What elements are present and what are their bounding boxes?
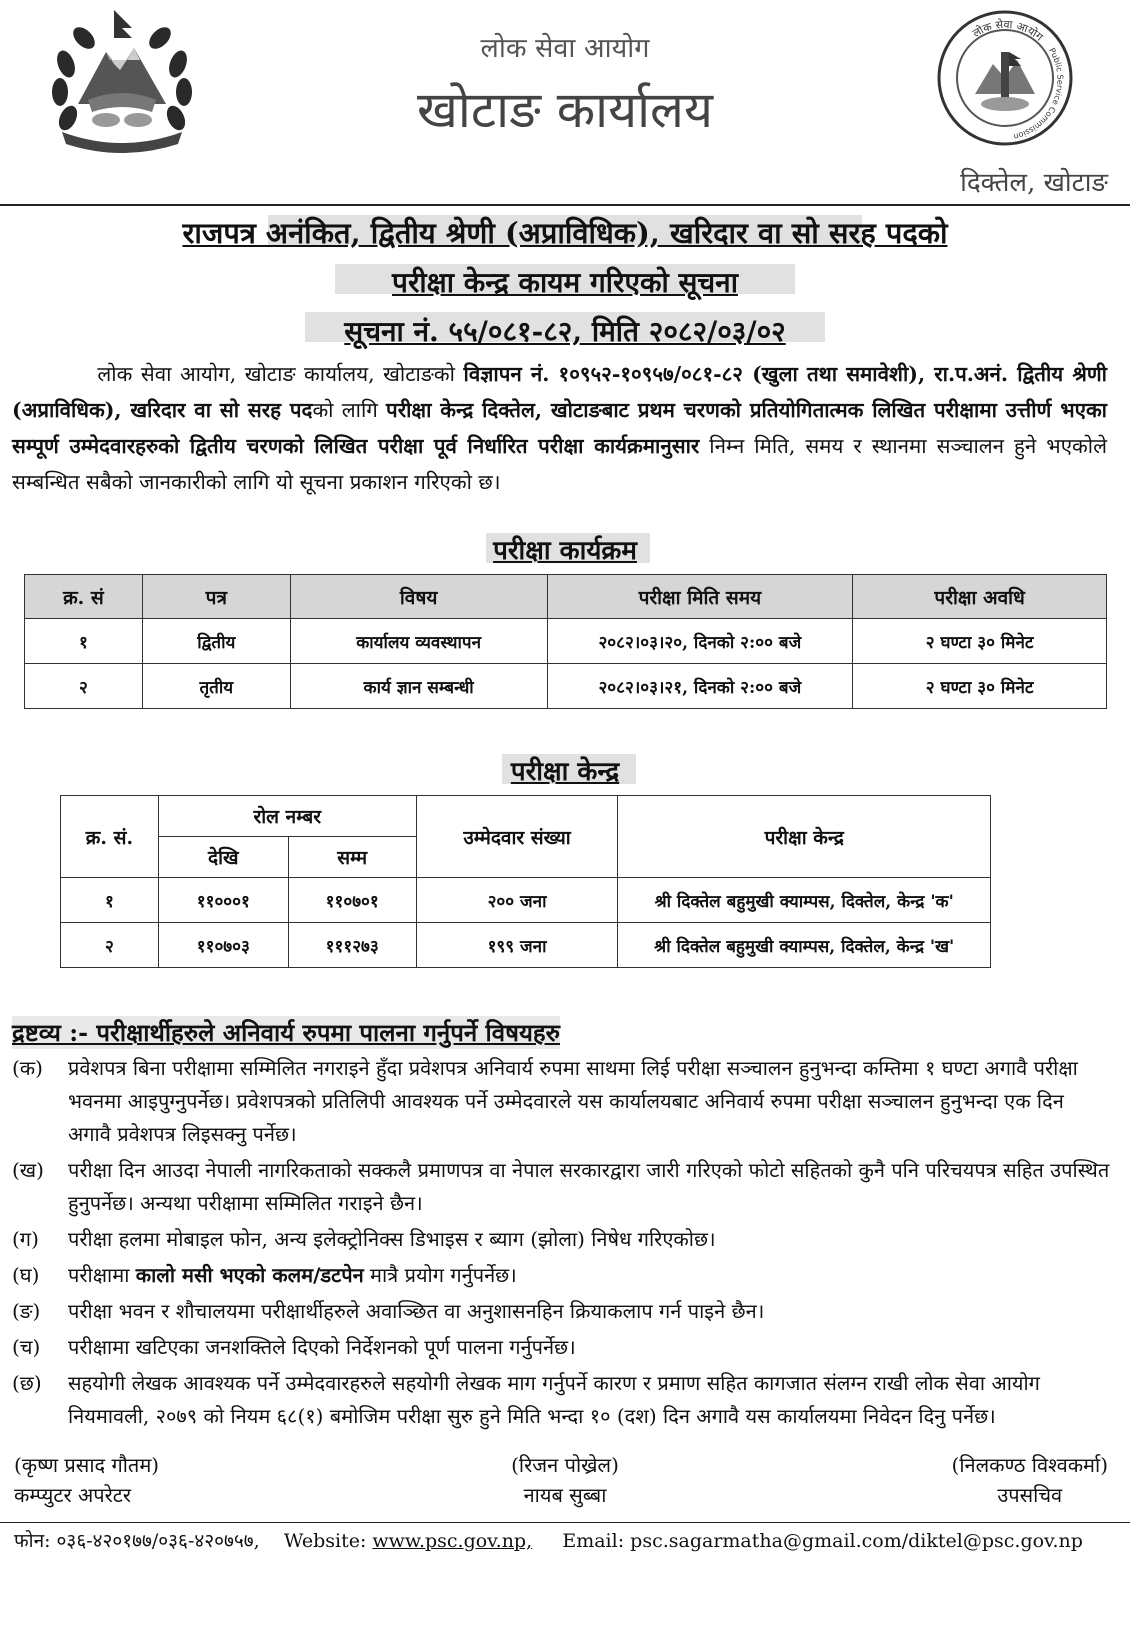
cell: ११०७०१ <box>288 878 416 923</box>
signatory-name: (कृष्ण प्रसाद गौतम) <box>14 1453 160 1477</box>
text-pre: परीक्षामा <box>68 1263 136 1287</box>
schedule-col-subject: विषय <box>290 575 547 619</box>
centers-header-row <box>61 796 991 837</box>
seal-side-text: Public Service Commission <box>1012 46 1065 142</box>
svg-text:लोक सेवा आयोग <box>971 18 1047 44</box>
signatory-name: (निलकण्ठ विश्वकर्मा) <box>951 1453 1108 1477</box>
seal-top-text: लोक सेवा आयोग <box>970 17 1046 44</box>
cell: द्वितीय <box>142 619 290 664</box>
notes-heading: द्रष्टव्य :- परीक्षार्थीहरुले अनिवार्य रुपमा पालना गर्नुपर्ने विषयहरु <box>12 1018 560 1047</box>
list-item-text: परीक्षामा खटिएका जनशक्तिले दिएको निर्देशनको पूर्ण पालना गर्नुपर्नेछ। <box>68 1335 576 1359</box>
list-item-label: (ख) <box>12 1158 44 1182</box>
cell: २ घण्टा ३० मिनेट <box>853 664 1107 709</box>
centers-col-count: उम्मेदवार संख्या <box>416 796 618 878</box>
intro-bold-2: परीक्षा केन्द्र दिक्तेल, खोटाङबाट प्रथम चरणको प्रतियोगितात्मक लिखित परीक्षामा उत्तीर्ण भएका सम्पूर्ण उम्मेदवारहरुको द्वितीय चरणको लिखित परीक्षा पूर्व निर्धारित परीक्षा कार्यक्रमानुसार <box>12 398 1107 458</box>
footer-website-link[interactable]: www.psc.gov.np, <box>372 1530 533 1552</box>
intro-bold-1: विज्ञापन नं. १०९५२-१०९५७/०८१-८२ (खुला तथा समावेशी), रा.प.अनं. द्वितीय श्रेणी (अप्राविधिक), खरिदार वा सो सरह पद <box>12 362 1107 422</box>
cell: श्री दिक्तेल बहुमुखी क्याम्पस, दिक्तेल, केन्द्र 'ख' <box>618 923 991 968</box>
notice-number: सूचना नं. ५५/०८१-८२, मिति २०८२/०३/०२ <box>344 315 786 348</box>
list-item <box>12 1154 1110 1220</box>
signature-upasachiv <box>952 1450 1108 1510</box>
text-post: मात्रै प्रयोग गर्नुपर्नेछ। <box>363 1263 517 1287</box>
list-item-label: (घ) <box>12 1263 40 1287</box>
schedule-title: परीक्षा कार्यक्रम <box>493 536 637 566</box>
list-item <box>12 1367 1110 1433</box>
footer-email: Email: psc.sagarmatha@gmail.com/diktel@psc.gov.np <box>562 1530 1083 1552</box>
cell: १ <box>61 878 159 923</box>
cell: श्री दिक्तेल बहुमुखी क्याम्पस, दिक्तेल, केन्द्र 'क' <box>618 878 991 923</box>
cell: तृतीय <box>142 664 290 709</box>
centers-col-from: देखि <box>158 837 288 878</box>
centers-col-roll: रोल नम्बर <box>158 796 416 837</box>
cell: २ <box>61 923 159 968</box>
list-item-text <box>68 1259 1110 1292</box>
cell: ११०७०३ <box>158 923 288 968</box>
list-item-label: (क) <box>12 1056 43 1080</box>
list-item-text: परीक्षा हलमा मोबाइल फोन, अन्य इलेक्ट्रोनिक्स डिभाइस र ब्याग (झोला) निषेध गरिएकोछ। <box>68 1227 716 1251</box>
schedule-col-sn: क्र. सं <box>25 575 143 619</box>
intro-paragraph <box>12 356 1107 500</box>
psc-seal-icon <box>935 8 1075 148</box>
footer-contact <box>14 1527 1083 1553</box>
table-row <box>61 878 991 923</box>
centers-col-center: परीक्षा केन्द्र <box>618 796 991 878</box>
cell: १९९ जना <box>416 923 618 968</box>
cell: २०८२।०३।२०, दिनको २:०० बजे <box>547 619 853 664</box>
signatory-title: नायब सुब्बा <box>523 1483 607 1507</box>
centers-col-to: सम्म <box>288 837 416 878</box>
table-row <box>61 923 991 968</box>
header-location: दिक्तेल, खोटाङ <box>960 168 1108 198</box>
list-item-text: सहयोगी लेखक आवश्यक पर्ने उम्मेदवारहरुले सहयोगी लेखक माग गर्नुपर्ने कारण र प्रमाण सहित कागजात संलग्न राखी लोक सेवा आयोग नियमावली, २०७९ को नियम ६८(१) बमोजिम परीक्षा सुरु हुने मिति भन्दा १० (दश) दिन अगावै यस कार्यालयमा निवेदन दिनु पर्नेछ। <box>68 1371 1040 1428</box>
list-item-label: (ग) <box>12 1227 39 1251</box>
cell: २ घण्टा ३० मिनेट <box>853 619 1107 664</box>
list-item-label: (च) <box>12 1335 41 1359</box>
signatory-title: उपसचिव <box>997 1483 1063 1507</box>
list-item <box>12 1331 1110 1364</box>
notes-list <box>12 1052 1110 1436</box>
list-item <box>12 1052 1110 1151</box>
notice-title-line1: राजपत्र अनंकित, द्वितीय श्रेणी (अप्राविधिक), खरिदार वा सो सरह पदको <box>182 216 948 250</box>
signatory-title: कम्प्युटर अपरेटर <box>14 1483 132 1507</box>
notice-title-line2: परीक्षा केन्द्र कायम गरिएको सूचना <box>392 266 738 299</box>
intro-text-1: लोक सेवा आयोग, खोटाङ कार्यालय, खोटाङको <box>97 362 464 386</box>
list-item-text: परीक्षा भवन र शौचालयमा परीक्षार्थीहरुले अवाञ्छित वा अनुशासनहिन क्रियाकलाप गर्न पाइने छैन। <box>68 1299 765 1323</box>
cell: २ <box>25 664 143 709</box>
header-org: लोक सेवा आयोग <box>480 33 650 64</box>
intro-text-3: निम्न मिति, समय र स्थानमा सञ्चालन हुने भएकोले सम्बन्धित सबैको जानकारीको लागि यो सूचना प्रकाशन गरिएको छ। <box>12 434 1107 494</box>
footer-phone: फोन: ०३६-४२०१७७/०३६-४२०७५७, <box>14 1530 260 1552</box>
schedule-col-paper: पत्र <box>142 575 290 619</box>
schedule-col-datetime: परीक्षा मिति समय <box>547 575 853 619</box>
footer-website-label: Website: <box>283 1530 367 1552</box>
cell: २०० जना <box>416 878 618 923</box>
list-item-text: प्रवेशपत्र बिना परीक्षामा सम्मिलित नगराइने हुँदा प्रवेशपत्र अनिवार्य रुपमा साथमा लिई परीक्षा सञ्चालन हुनुभन्दा कम्तिमा १ घण्टा अगावै परीक्षा भवनमा आइपुग्नुपर्नेछ। प्रवेशपत्रको प्रतिलिपी आवश्यक पर्ने उम्मेदवारले यस कार्यालयबाट अनिवार्य रुपमा परीक्षा सञ्चालन हुनुभन्दा एक दिन अगावै प्रवेशपत्र लिइसक्नु पर्नेछ। <box>68 1056 1078 1146</box>
table-row <box>25 664 1107 709</box>
list-item <box>12 1295 1110 1328</box>
schedule-col-duration: परीक्षा अवधि <box>853 575 1107 619</box>
schedule-header-row <box>25 575 1107 619</box>
cell: कार्यालय व्यवस्थापन <box>290 619 547 664</box>
cell: २०८२।०३।२१, दिनको २:०० बजे <box>547 664 853 709</box>
header-divider <box>0 204 1130 206</box>
list-item <box>12 1223 1110 1256</box>
centers-table <box>60 795 991 968</box>
cell: ११०००१ <box>158 878 288 923</box>
footer-divider <box>0 1522 1130 1523</box>
table-row <box>25 619 1107 664</box>
list-item-text: परीक्षा दिन आउदा नेपाली नागरिकताको सक्कलै प्रमाणपत्र वा नेपाल सरकारद्वारा जारी गरिएको फोटो सहितको कुनै पनि परिचयपत्र सहित उपस्थित हुनुपर्नेछ। अन्यथा परीक्षामा सम्मिलित गराइने छैन। <box>68 1158 1110 1215</box>
list-item-label: (ङ) <box>12 1299 41 1323</box>
centers-title: परीक्षा केन्द्र <box>510 757 620 787</box>
cell: १११२७३ <box>288 923 416 968</box>
centers-col-sn: क्र. सं. <box>61 796 159 878</box>
cell: कार्य ज्ञान सम्बन्धी <box>290 664 547 709</box>
text-bold: कालो मसी भएको कलम/डटपेन <box>135 1263 364 1287</box>
intro-text-2: को लागि <box>312 398 387 422</box>
list-item <box>12 1259 1110 1292</box>
header-office: खोटाङ कार्यालय <box>417 81 713 139</box>
cell: १ <box>25 619 143 664</box>
schedule-table <box>24 574 1107 709</box>
signatory-name: (रिजन पोख्रेल) <box>511 1453 619 1477</box>
list-item-label: (छ) <box>12 1371 42 1395</box>
